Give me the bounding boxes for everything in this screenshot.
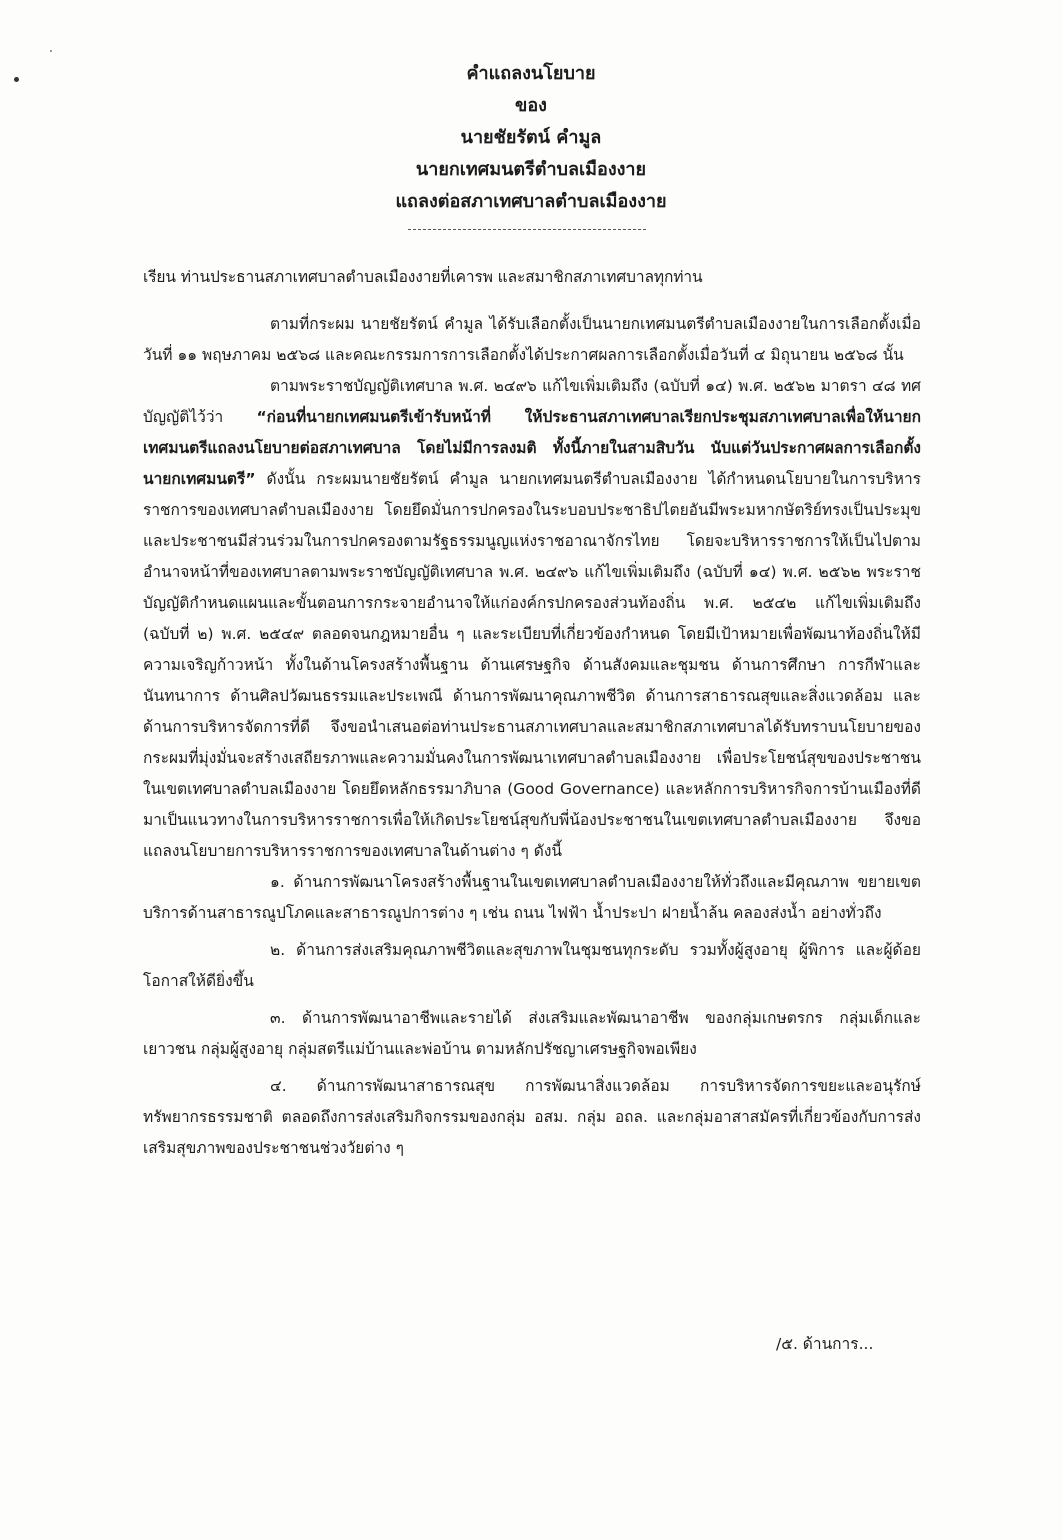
header-name: นายชัยรัตน์ คำมูล bbox=[460, 127, 602, 148]
policy-item-1: ๑. ด้านการพัฒนาโครงสร้างพื้นฐานในเขตเทศบาลตำบลเมืองงายให้ทั่วถึงและมีคุณภาพ ขยายเขตบริการด้านสาธารณูปโภคและสาธารณูปการต่าง ๆ เช่น ถนน ไฟฟ้า น้ำประปา ฝายน้ำล้น คลองส่งน้ำ อย่างทั่วถึง bbox=[143, 873, 921, 922]
document-header bbox=[0, 58, 1062, 218]
header-divider bbox=[408, 229, 646, 230]
policy-item-4: ๔. ด้านการพัฒนาสาธารณสุข การพัฒนาสิ่งแวดล้อม การบริหารจัดการขยะและอนุรักษ์ทรัพยากรธรรมชาติ ตลอดถึงการส่งเสริมกิจกรรมของกลุ่ม อสม. กลุ่ม อถล. และกลุ่มอาสาสมัครที่เกี่ยวข้องกับการส่งเสริมสุขภาพของประชาชนช่วงวัยต่าง ๆ bbox=[143, 1077, 921, 1157]
header-of: ของ bbox=[515, 95, 547, 116]
paragraph-legal-basis bbox=[143, 371, 921, 867]
legal-basis-lead: ตามพระราชบัญญัติเทศบาล พ.ศ. ๒๔๙๖ แก้ไขเพิ่มเติมถึง (ฉบับที่ ๑๔) พ.ศ. ๒๕๖๒ มาตรา ๔๘ ทศ บัญญัติไว้ว่า bbox=[143, 377, 921, 426]
document-body bbox=[143, 262, 921, 1164]
continuation-note: /๕. ด้านการ... bbox=[776, 1335, 874, 1353]
salutation: เรียน ท่านประธานสภาเทศบาลตำบลเมืองงายที่เคารพ และสมาชิกสภาเทศบาลทุกท่าน bbox=[143, 268, 703, 286]
header-title: คำแถลงนโยบาย bbox=[466, 63, 596, 84]
policy-statement: ดังนั้น กระผมนายชัยรัตน์ คำมูล นายกเทศมนตรีตำบลเมืองงาย ได้กำหนดนโยบายในการบริหารราชการของเทศบาลตำบลเมืองงาย โดยยึดมั่นการปกครองในระบอบประชาธิปไตยอันมีพระมหากษัตริย์ทรงเป็นประมุข และประชาชนมีส่วนร่วมในการปกครองตามรัฐธรรมนูญแห่งราชอาณาจักรไทย โดยจะบริหารราชการให้เป็นไปตามอำนาจหน้าที่ของเทศบาลตามพระราชบัญญัติเทศบาล พ.ศ. ๒๔๙๖ แก้ไขเพิ่มเติมถึง (ฉบับที่ ๑๔) พ.ศ. ๒๕๖๒ พระราชบัญญัติกำหนดแผนและขั้นตอนการกระจายอำนาจให้แก่องค์กรปกครองส่วนท้องถิ่น พ.ศ. ๒๕๔๒ แก้ไขเพิ่มเติมถึง (ฉบับที่ ๒) พ.ศ. ๒๕๔๙ ตลอดจนกฎหมายอื่น ๆ และระเบียบที่เกี่ยวข้องกำหนด โดยมีเป้าหมายเพื่อพัฒนาท้องถิ่นให้มีความเจริญก้าวหน้า ทั้งในด้านโครงสร้างพื้นฐาน ด้านเศรษฐกิจ ด้านสังคมและชุมชน ด้านการศึกษา การกีฬาและนันทนาการ ด้านศิลปวัฒนธรรมและประเพณี ด้านการพัฒนาคุณภาพชีวิต ด้านการสาธารณสุขและสิ่งแวดล้อม และด้านการบริหารจัดการที่ดี จึงขอนำเสนอต่อท่านประธานสภาเทศบาลและสมาชิกสภาเทศบาลได้รับทราบนโยบายของกระผมที่มุ่งมั่นจะสร้างเสถียรภาพและความมั่นคงในการพัฒนาเทศบาลตำบลเมืองงาย เพื่อประโยชน์สุขของประชาชนในเขตเทศบาลตำบลเมืองงาย โดยยึดหลักธรรมาภิบาล (Good Governance) และหลักการบริหารกิจการบ้านเมืองที่ดีมาเป็นแนวทางในการบริหารราชการเพื่อให้เกิดประโยชน์สุขกับพี่น้องประชาชนในเขตเทศบาลตำบลเมืองงาย จึงขอแถลงนโยบายการบริหารราชการของเทศบาลในด้านต่าง ๆ ดังนี้ bbox=[143, 470, 922, 860]
policy-item-3: ๓. ด้านการพัฒนาอาชีพและรายได้ ส่งเสริมและพัฒนาอาชีพ ของกลุ่มเกษตรกร กลุ่มเด็กและเยาวชน กลุ่มผู้สูงอายุ กลุ่มสตรีแม่บ้านและพ่อบ้าน ตามหลักปรัชญาเศรษฐกิจพอเพียง bbox=[143, 1009, 921, 1058]
legal-quote: “ก่อนที่นายกเทศมนตรีเข้ารับหน้าที่ ให้ประธานสภาเทศบาลเรียกประชุมสภาเทศบาลเพื่อให้นายกเทศมนตรีแถลงนโยบายต่อสภาเทศบาล โดยไม่มีการลงมติ ทั้งนี้ภายในสามสิบวัน นับแต่วันประกาศผลการเลือกตั้งนายกเทศมนตรี” bbox=[143, 408, 921, 488]
header-subtitle: แถลงต่อสภาเทศบาลตำบลเมืองงาย bbox=[395, 191, 667, 212]
paragraph-intro: ตามที่กระผม นายชัยรัตน์ คำมูล ได้รับเลือกตั้งเป็นนายกเทศมนตรีตำบลเมืองงายในการเลือกตั้งเมื่อวันที่ ๑๑ พฤษภาคม ๒๕๖๘ และคณะกรรมการการเลือกตั้งได้ประกาศผลการเลือกตั้งเมื่อวันที่ ๔ มิถุนายน ๒๕๖๘ นั้น bbox=[143, 315, 921, 364]
speck-mark-small bbox=[50, 50, 52, 52]
header-position: นายกเทศมนตรีตำบลเมืองงาย bbox=[415, 159, 647, 180]
policy-item-2: ๒. ด้านการส่งเสริมคุณภาพชีวิตและสุขภาพในชุมชนทุกระดับ รวมทั้งผู้สูงอายุ ผู้พิการ และผู้ด้อยโอกาสให้ดียิ่งขึ้น bbox=[143, 941, 921, 990]
